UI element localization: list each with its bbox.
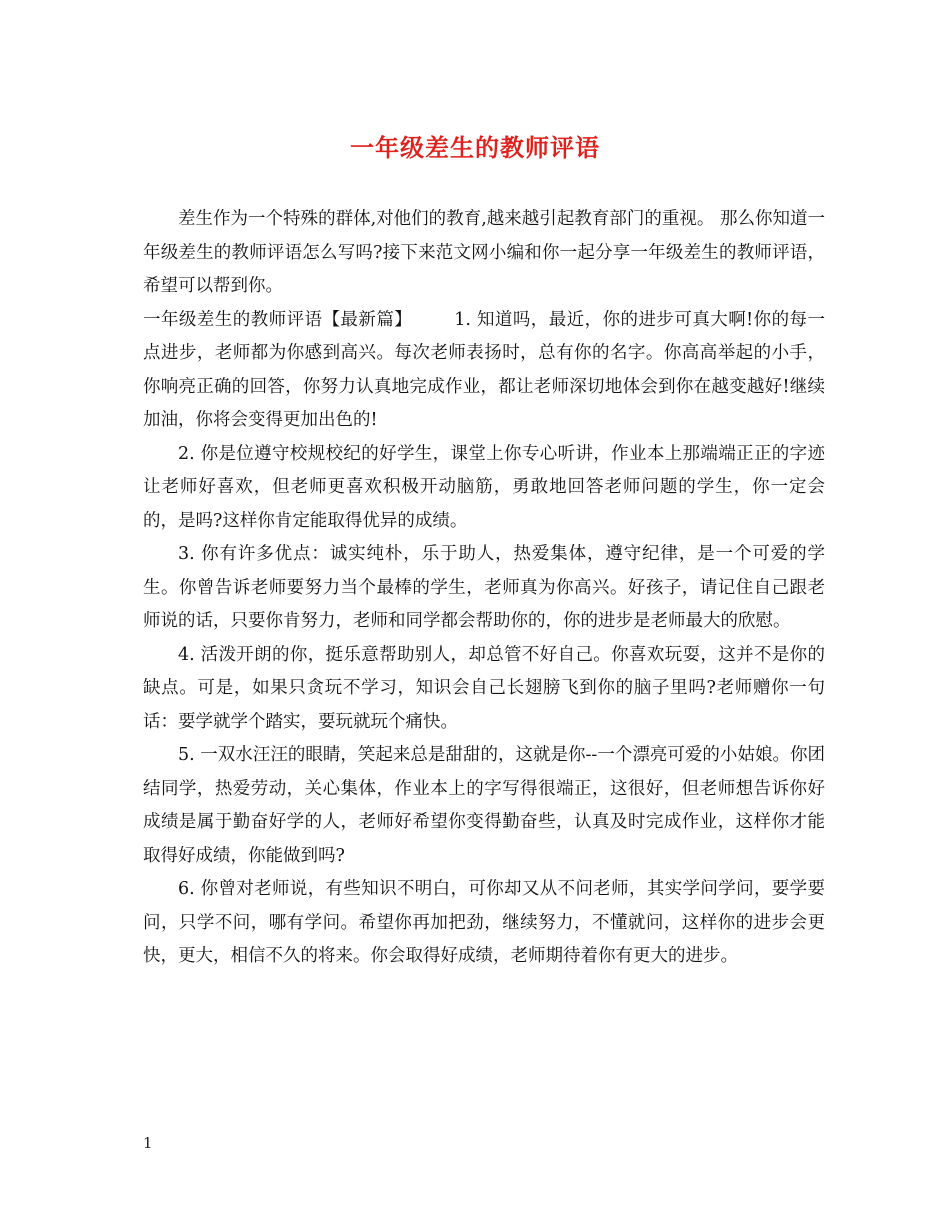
comment-item-2: 2. 你是位遵守校规校纪的好学生，课堂上你专心听讲，作业本上那端端正正的字迹让老师好喜欢，但老师更喜欢积极开动脑筋，勇敢地回答老师问题的学生，你一定会的，是吗?这样你肯定能取得优异的成绩。 (143, 443, 825, 531)
comment-item-5: 5. 一双水汪汪的眼睛，笑起来总是甜甜的，这就是你--一个漂亮可爱的小姑娘。你团结同学，热爱劳动，关心集体，作业本上的字写得很端正，这很好，但老师想告诉你好成绩是属于勤奋好学的人，老师好希望你变得勤奋些，认真及时完成作业，这样你才能取得好成绩，你能做到吗? (143, 745, 825, 866)
comment-item-6: 6. 你曾对老师说，有些知识不明白，可你却又从不问老师，其实学问学问，要学要问，只学不问，哪有学问。希望你再加把劲，继续努力，不懂就问，这样你的进步会更快，更大，相信不久的将来。你会取得好成绩，老师期待着你有更大的进步。 (143, 879, 825, 966)
section-heading: 一年级差生的教师评语【最新篇】 (143, 309, 413, 330)
document-title: 一年级差生的教师评语 (350, 134, 600, 162)
comment-item-3: 3. 你有许多优点：诚实纯朴，乐于助人，热爱集体，遵守纪律，是一个可爱的学生。你曾告诉老师要努力当个最棒的学生，老师真为你高兴。好孩子，请记住自己跟老师说的话，只要你肯努力，老师和同学都会帮助你的，你的进步是老师最大的欣慰。 (143, 544, 825, 631)
document-body (143, 203, 825, 974)
page-number: 1 (143, 1134, 153, 1152)
section-heading-line (143, 304, 825, 438)
comment-item-4: 4. 活泼开朗的你，挺乐意帮助别人，却总管不好自己。你喜欢玩耍，这并不是你的缺点。可是，如果只贪玩不学习，知识会自己长翅膀飞到你的脑子里吗?老师赠你一句话：要学就学个踏实，要玩就玩个痛快。 (143, 644, 825, 732)
intro-paragraph: 差生作为一个特殊的群体,对他们的教育,越来越引起教育部门的重视。 那么你知道一年级差生的教师评语怎么写吗?接下来范文网小编和你一起分享一年级差生的教师评语，希望可以帮到你。 (143, 209, 825, 296)
comment-item-1: 1. 知道吗，最近，你的进步可真大啊!你的每一点进步，老师都为你感到高兴。每次老师表扬时，总有你的名字。你高高举起的小手，你响亮正确的回答，你努力认真地完成作业，都让老师深切地体会到你在越变越好!继续加油，你将会变得更加出色的! (143, 309, 825, 430)
